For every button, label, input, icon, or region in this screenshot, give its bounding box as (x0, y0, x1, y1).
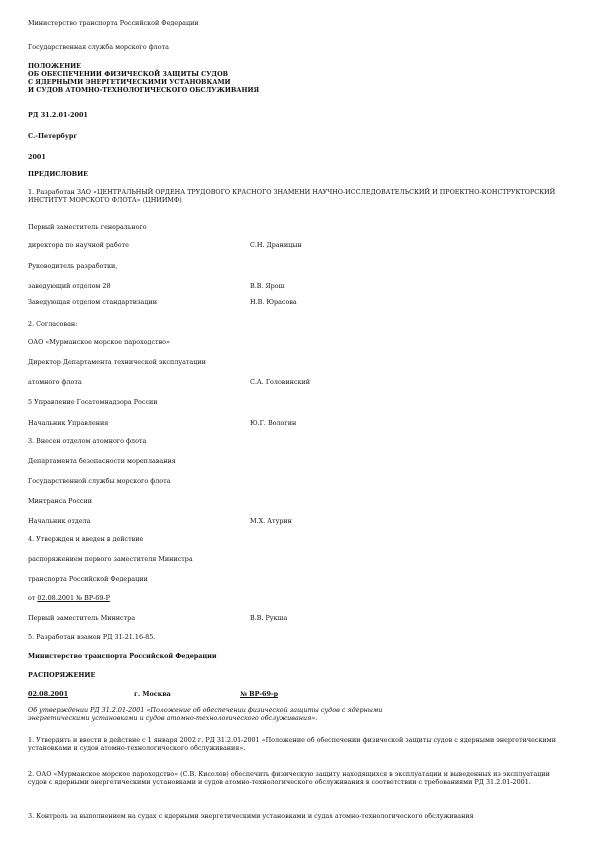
preface-paragraph-3: 3. Внесен отделом атомного флота (28, 437, 147, 445)
document-code: РД 31.2.01-2001 (28, 111, 88, 119)
preface-paragraph-2: 2. Согласован: (28, 320, 78, 328)
document-title-line-2: ОБ ОБЕСПЕЧЕНИИ ФИЗИЧЕСКОЙ ЗАЩИТЫ СУДОВ (28, 70, 229, 78)
department-28-name: В.В. Ярош (250, 282, 285, 290)
ministry-heading: Министерство транспорта Российской Федерации (28, 19, 199, 27)
order-issuer-line-2: транспорта Российской Федерации (28, 575, 148, 583)
order-reference-prefix: от (28, 594, 38, 602)
mintrans-russia: Минтранса России (28, 497, 93, 505)
preface-paragraph-1: 1. Разработан ЗАО «ЦЕНТРАЛЬНЫЙ ОРДЕНА ТРУДОВОГО КРАСНОГО ЗНАМЕНИ НАУЧНО-ИССЛЕДОВАТЕЛЬСКИЙ И ПРОЕКТНО-КОНСТРУКТОРСКИЙ ИНСТИТУТ МОРСКОГО ФЛОТА» (ЦНИИМФ) (28, 188, 556, 204)
document-title-line-4: И СУДОВ АТОМНО-ТЕХНОЛОГИЧЕСКОГО ОБСЛУЖИВАНИЯ (28, 86, 260, 94)
preface-heading: ПРЕДИСЛОВИЕ (28, 170, 89, 178)
management-chief-name: Ю.Г. Вологин (250, 419, 297, 427)
deputy-title-line-2: директора по научной работе (28, 241, 129, 249)
order-item-1: 1. Утвердить и ввести в действие с 1 января 2002 г. РД 31.2.01-2001 «Положение об обеспечении физической защиты судов с ядерными энергетическими установками и судов атомно-технологического обслуживания». (28, 736, 556, 752)
deputy-name: С.Н. Драницын (250, 241, 302, 249)
order-reference-link[interactable]: 02.08.2001 № ВР-69-Р (37, 594, 110, 602)
document-title-line-3: С ЯДЕРНЫМИ ЭНЕРГЕТИЧЕСКИМИ УСТАНОВКАМИ (28, 78, 231, 86)
order-item-2: 2. ОАО «Мурманское морское пароходство» (С.В. Киселев) обеспечить физическую защиту находящихся в эксплуатации и выведенных из эксплуатации судов с ядерными энергетическими установками и судов атомно-технологического обслуживания в соответствии с требованиями РД 31.2.01-2001. (28, 770, 550, 786)
first-deputy-name: В.В. Рукша (250, 614, 288, 622)
deputy-title-line-1: Первый заместитель генерального (28, 223, 147, 231)
state-maritime-service: Государственной службы морского флота (28, 477, 171, 485)
document-year: 2001 (28, 153, 46, 161)
service-heading: Государственная служба морского флота (28, 43, 169, 51)
agreed-organization-2: 5 Управление Госатомнадзора России (28, 398, 158, 406)
preface-paragraph-4: 4. Утвержден и введен в действие (28, 535, 144, 543)
order-ministry-heading: Министерство транспорта Российской Федерации (28, 652, 217, 660)
order-reference-line (28, 594, 110, 602)
standards-name: Н.В. Юрасова (250, 298, 297, 306)
development-head: Руководитель разработки, (28, 262, 118, 270)
director-name: С.А. Головинский (250, 378, 311, 386)
document-title-line-1: ПОЛОЖЕНИЕ (28, 62, 82, 70)
order-item-3: 3. Контроль за выполнением на судах с ядерными энергетическими установками и судах атомно-технологического обслуживания (28, 812, 474, 820)
order-issuer-line-1: распоряжением первого заместителя Министра (28, 555, 193, 563)
document-city: С.-Петербург (28, 132, 78, 140)
department-chief-title: Начальник отдела (28, 517, 91, 525)
standards-head: Заведующая отделом стандартизации (28, 298, 157, 306)
order-number: № ВР-69-р (240, 690, 279, 698)
agreed-organization-1: ОАО «Мурманское морское пароходство» (28, 338, 170, 346)
management-chief-title: Начальник Управления (28, 419, 109, 427)
first-deputy-title: Первый заместитель Министра (28, 614, 136, 622)
safety-department: Департамента безопасности мореплавания (28, 457, 176, 465)
order-heading: РАСПОРЯЖЕНИЕ (28, 671, 96, 679)
department-chief-name: М.Х. Атурин (250, 517, 292, 525)
order-city: г. Москва (134, 690, 171, 698)
director-title-line-2: атомного флота (28, 378, 82, 386)
order-date: 02.08.2001 (28, 690, 69, 698)
department-28-head: заведующий отделом 28 (28, 282, 111, 290)
order-subject: Об утверждении РД 31.2.01-2001 «Положение об обеспечении физической защиты судов с ядерными энергетическими установками и судов атомно-технологического обслуживания». (28, 706, 383, 722)
director-title-line-1: Директор Департамента технической эксплуатации (28, 358, 206, 366)
preface-paragraph-5: 5. Разработан взамен РД 31-21.16-85. (28, 633, 156, 641)
